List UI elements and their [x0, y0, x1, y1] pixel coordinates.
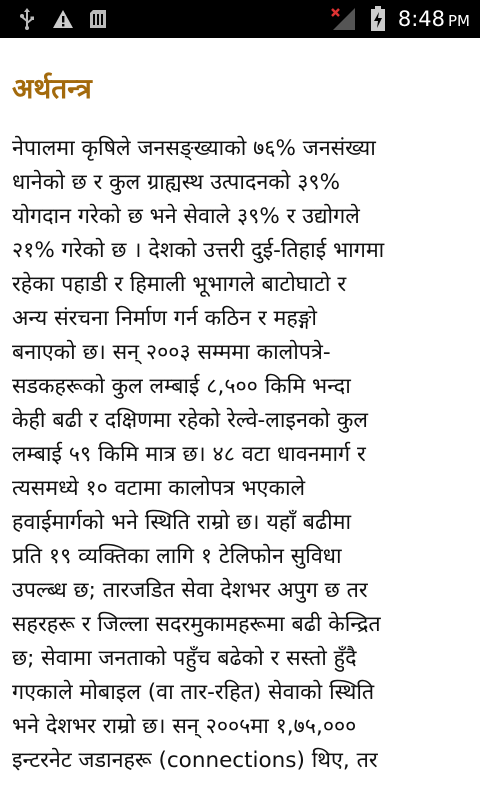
paragraph-line: धानेको छ र कुल ग्राह्यस्थ उत्पादनको ३९%	[12, 170, 340, 195]
paragraph-line: इन्टरनेट जडानहरू (connections) थिए, तर	[12, 748, 378, 773]
paragraph-line: सहरहरू र जिल्ला सदरमुकामहरूमा बढी केन्द्रित	[12, 612, 381, 637]
paragraph-line: प्रति १९ व्यक्तिका लागि १ टेलिफोन सुविधा	[12, 544, 342, 569]
paragraph-line: अन्य संरचना निर्माण गर्न कठिन र महङ्गो	[12, 306, 317, 331]
paragraph-line: केही बढी र दक्षिणमा रहेको रेल्वे-लाइनको कुल	[12, 408, 368, 433]
status-clock	[398, 0, 470, 38]
paragraph-line: योगदान गरेको छ भने सेवाले ३९% र उद्योगले	[12, 204, 360, 229]
paragraph-line: सडकहरूको कुल लम्बाई ८,५०० किमि भन्दा	[12, 374, 351, 399]
article-paragraph	[12, 132, 472, 778]
paragraph-line: त्यसमध्ये १० वटामा कालोपत्र भएकाले	[12, 476, 306, 501]
paragraph-line: नेपालमा कृषिले जनसङ्ख्याको ७६% जनसंख्या	[12, 136, 376, 161]
sim-card-icon	[86, 0, 110, 38]
paragraph-line: लम्बाई ५९ किमि मात्र छ। ४८ वटा धावनमार्ग र	[12, 442, 366, 467]
paragraph-line: बनाएको छ। सन् २००३ सम्ममा कालोपत्रे-	[12, 340, 331, 365]
status-bar	[0, 0, 480, 38]
usb-icon	[14, 0, 40, 38]
paragraph-line: भने देशभर राम्रो छ। सन् २००५मा १,७५,०००	[12, 714, 357, 739]
paragraph-line: रहेका पहाडी र हिमाली भूभागले बाटोघाटो र	[12, 272, 347, 297]
section-title: अर्थतन्त्र	[12, 72, 92, 105]
clock-ampm: PM	[448, 12, 470, 30]
paragraph-line: हवाईमार्गको भने स्थिति राम्रो छ। यहाँ बढीमा	[12, 510, 352, 535]
battery-charging-icon	[366, 0, 390, 38]
warning-icon	[50, 0, 76, 38]
signal-icon	[328, 0, 358, 38]
article	[12, 38, 472, 778]
paragraph-line: छ; सेवामा जनताको पहुँच बढेको र सस्तो हुँदै	[12, 646, 357, 671]
paragraph-line: उपल्ब्ध छ; तारजडित सेवा देशभर अपुग छ तर	[12, 578, 368, 603]
paragraph-line: २१% गरेको छ । देशको उत्तरी दुई-तिहाई भागमा	[12, 238, 385, 263]
clock-time: 8:48	[397, 7, 445, 31]
paragraph-line: गएकाले मोबाइल (वा तार-रहित) सेवाको स्थिति	[12, 680, 375, 705]
